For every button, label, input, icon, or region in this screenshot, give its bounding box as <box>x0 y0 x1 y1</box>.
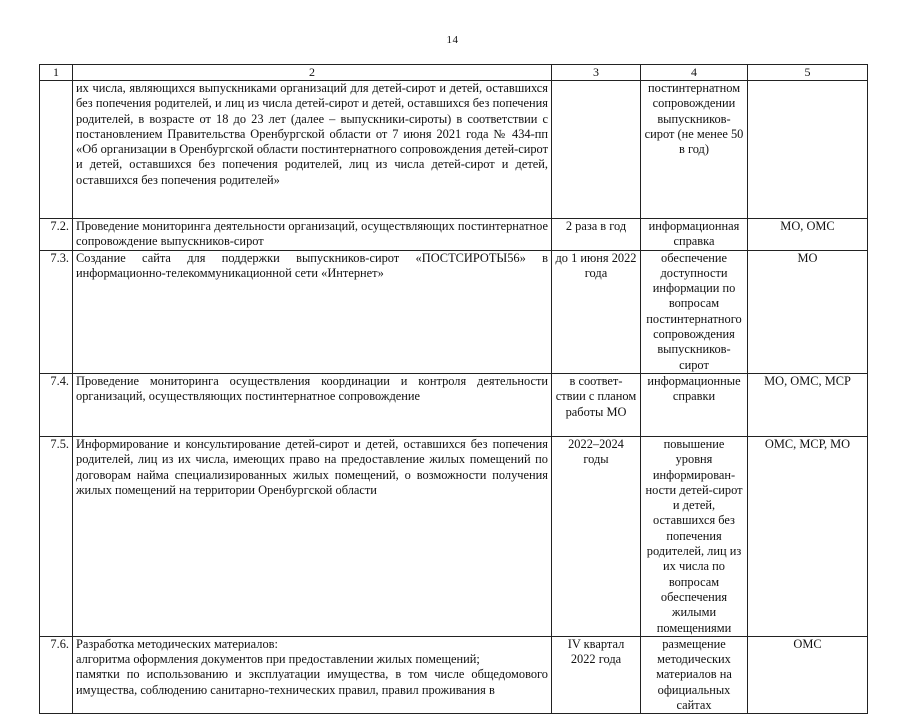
table-row-continuation <box>40 81 868 219</box>
row-number-cell <box>40 81 73 219</box>
column-header-3: 3 <box>552 65 641 81</box>
activity-cell: Проведение мониторинга деятельности организаций, осуществляющих постинтернатное сопровождение выпускников-сирот <box>73 219 552 251</box>
row-number-cell: 7.2. <box>40 219 73 251</box>
table-row <box>40 250 868 373</box>
result-cell: повышение уровня информирован-ности детей-сирот и детей, оставшихся без попечения родителей, лиц из их числа по вопросам обеспечения жилыми помещениями <box>641 436 748 636</box>
activity-cell: Создание сайта для поддержки выпускников-сирот «ПОСТСИРОТЫ56» в информационно-телекоммуникационной сети «Интернет» <box>73 250 552 373</box>
activity-line: Разработка методических материалов: <box>76 636 278 651</box>
table-row <box>40 219 868 251</box>
activity-cell <box>73 636 552 713</box>
activity-cell: Проведение мониторинга осуществления координации и контроля деятельности организаций, осуществляющих постинтернатное сопровождение <box>73 373 552 436</box>
executors-cell: МО <box>748 250 868 373</box>
column-header-4: 4 <box>641 65 748 81</box>
result-cell: размещение методических материалов на официальных сайтах <box>641 636 748 713</box>
deadline-cell <box>552 81 641 219</box>
row-number-cell: 7.5. <box>40 436 73 636</box>
result-cell: обеспечение доступности информации по вопросам постинтернатного сопровождения выпускников-сирот <box>641 250 748 373</box>
deadline-cell: IV квартал 2022 года <box>552 636 641 713</box>
row-number-cell: 7.3. <box>40 250 73 373</box>
header-row <box>40 65 868 81</box>
result-cell: информационные справки <box>641 373 748 436</box>
deadline-cell: 2022–2024 годы <box>552 436 641 636</box>
activity-line: памятки по использованию и эксплуатации имущества, в том числе общедомового имущества, соблюдению санитарно-технических правил, правил проживания в <box>76 667 548 697</box>
executors-cell: ОМС, МСР, МО <box>748 436 868 636</box>
row-number-cell: 7.6. <box>40 636 73 713</box>
result-cell: постинтернатном сопровождении выпускников-сирот (не менее 50 в год) <box>641 81 748 219</box>
column-header-5: 5 <box>748 65 868 81</box>
page-number: 14 <box>446 34 459 46</box>
activity-line: алгоритма оформления документов при предоставлении жилых помещений; <box>76 652 480 667</box>
result-cell: информационная справка <box>641 219 748 251</box>
table-row <box>40 636 868 713</box>
row-number-cell: 7.4. <box>40 373 73 436</box>
executors-cell: МО, ОМС, МСР <box>748 373 868 436</box>
activity-cell: их числа, являющихся выпускниками организаций для детей-сирот и детей, оставшихся без попечения родителей, и лиц из числа детей-сирот и детей, оставшихся без попечения родителей, в возрасте от 18 до 23 лет (далее – выпускники-сироты) в соответствии с постановлением Правительства Оренбургской области от 7 июня 2021 года № 434-пп «Об организации в Оренбургской области постинтернатного сопровождения детей-сирот и детей, оставшихся без попечения родителей, лиц из числа детей-сирот и детей, оставшихся без попечения родителей» <box>73 81 552 219</box>
executors-cell: ОМС <box>748 636 868 713</box>
deadline-cell: 2 раза в год <box>552 219 641 251</box>
executors-cell <box>748 81 868 219</box>
column-header-1: 1 <box>40 65 73 81</box>
table-row <box>40 436 868 636</box>
deadline-cell: в соответ-ствии с планом работы МО <box>552 373 641 436</box>
executors-cell: МО, ОМС <box>748 219 868 251</box>
action-plan-table <box>39 64 868 714</box>
activity-cell: Информирование и консультирование детей-сирот и детей, оставшихся без попечения родителей, лиц из их числа, имеющих право на предоставление жилых помещений по договорам найма специализированных жилых помещений, о возможности получения жилых помещений на территории Оренбургской области <box>73 436 552 636</box>
table-row <box>40 373 868 436</box>
deadline-cell: до 1 июня 2022 года <box>552 250 641 373</box>
column-header-2: 2 <box>73 65 552 81</box>
